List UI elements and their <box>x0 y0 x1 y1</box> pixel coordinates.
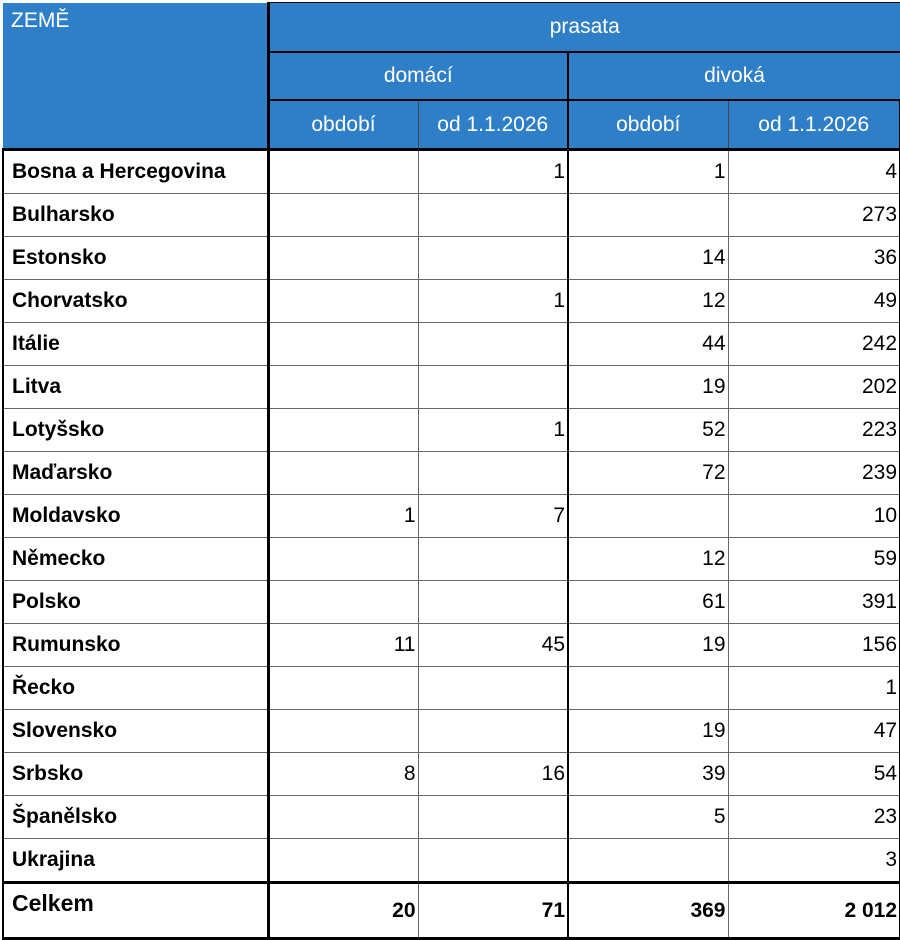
value-cell: 1 <box>728 667 900 710</box>
table-row <box>3 237 900 280</box>
outbreak-table <box>2 2 900 940</box>
column-header-domestic-period: období <box>268 100 418 150</box>
country-name: Lotyšsko <box>3 409 268 452</box>
table-row <box>3 667 900 710</box>
value-cell: 391 <box>728 581 900 624</box>
value-cell <box>418 667 568 710</box>
value-cell: 242 <box>728 323 900 366</box>
value-cell: 239 <box>728 452 900 495</box>
column-header-wild-ytd: od 1.1.2026 <box>728 100 900 150</box>
country-name: Litva <box>3 366 268 409</box>
total-row <box>3 883 900 939</box>
species-header: prasata <box>268 3 900 53</box>
total-value: 20 <box>268 883 418 939</box>
value-cell <box>568 839 728 883</box>
value-cell: 273 <box>728 194 900 237</box>
value-cell: 1 <box>418 409 568 452</box>
table-row <box>3 538 900 581</box>
value-cell: 36 <box>728 237 900 280</box>
table-row <box>3 710 900 753</box>
value-cell <box>268 452 418 495</box>
value-cell <box>268 280 418 323</box>
country-name: Ukrajina <box>3 839 268 883</box>
value-cell <box>418 710 568 753</box>
value-cell <box>268 409 418 452</box>
table-row <box>3 495 900 538</box>
value-cell <box>268 194 418 237</box>
value-cell <box>268 323 418 366</box>
table-row <box>3 366 900 409</box>
value-cell: 3 <box>728 839 900 883</box>
country-name: Polsko <box>3 581 268 624</box>
value-cell <box>268 366 418 409</box>
total-value: 369 <box>568 883 728 939</box>
value-cell <box>418 323 568 366</box>
value-cell <box>268 796 418 839</box>
table-row <box>3 409 900 452</box>
value-cell: 45 <box>418 624 568 667</box>
value-cell: 59 <box>728 538 900 581</box>
total-value: 2 012 <box>728 883 900 939</box>
value-cell: 1 <box>418 150 568 194</box>
value-cell: 8 <box>268 753 418 796</box>
value-cell <box>568 495 728 538</box>
value-cell: 5 <box>568 796 728 839</box>
table-row <box>3 194 900 237</box>
value-cell <box>568 194 728 237</box>
country-name: Rumunsko <box>3 624 268 667</box>
value-cell <box>268 150 418 194</box>
country-name: Španělsko <box>3 796 268 839</box>
value-cell <box>418 839 568 883</box>
value-cell <box>418 194 568 237</box>
country-name: Itálie <box>3 323 268 366</box>
country-header: ZEMĚ <box>3 3 268 150</box>
table-row <box>3 624 900 667</box>
table-row <box>3 280 900 323</box>
table-row <box>3 452 900 495</box>
total-label: Celkem <box>3 883 268 939</box>
value-cell: 1 <box>268 495 418 538</box>
value-cell: 19 <box>568 366 728 409</box>
value-cell: 54 <box>728 753 900 796</box>
value-cell: 39 <box>568 753 728 796</box>
table-body <box>3 150 900 939</box>
value-cell <box>418 581 568 624</box>
value-cell: 7 <box>418 495 568 538</box>
country-name: Německo <box>3 538 268 581</box>
table-row <box>3 581 900 624</box>
value-cell <box>268 839 418 883</box>
group-header-domestic: domácí <box>268 52 568 100</box>
country-name: Srbsko <box>3 753 268 796</box>
value-cell: 44 <box>568 323 728 366</box>
value-cell <box>568 667 728 710</box>
country-name: Estonsko <box>3 237 268 280</box>
table-row <box>3 796 900 839</box>
value-cell: 16 <box>418 753 568 796</box>
country-name: Bulharsko <box>3 194 268 237</box>
value-cell: 47 <box>728 710 900 753</box>
column-header-domestic-ytd: od 1.1.2026 <box>418 100 568 150</box>
value-cell: 14 <box>568 237 728 280</box>
country-name: Maďarsko <box>3 452 268 495</box>
value-cell: 156 <box>728 624 900 667</box>
value-cell: 202 <box>728 366 900 409</box>
value-cell: 23 <box>728 796 900 839</box>
value-cell: 1 <box>568 150 728 194</box>
value-cell <box>418 366 568 409</box>
table-row <box>3 839 900 883</box>
value-cell <box>268 237 418 280</box>
value-cell: 72 <box>568 452 728 495</box>
value-cell <box>268 667 418 710</box>
total-value: 71 <box>418 883 568 939</box>
value-cell <box>418 796 568 839</box>
value-cell <box>418 538 568 581</box>
group-header-wild: divoká <box>568 52 900 100</box>
table-row <box>3 323 900 366</box>
value-cell <box>418 237 568 280</box>
value-cell: 1 <box>418 280 568 323</box>
value-cell: 52 <box>568 409 728 452</box>
country-name: Moldavsko <box>3 495 268 538</box>
column-header-wild-period: období <box>568 100 728 150</box>
country-name: Chorvatsko <box>3 280 268 323</box>
value-cell: 61 <box>568 581 728 624</box>
value-cell <box>268 538 418 581</box>
value-cell: 12 <box>568 280 728 323</box>
value-cell: 49 <box>728 280 900 323</box>
country-name: Řecko <box>3 667 268 710</box>
value-cell <box>418 452 568 495</box>
table-row <box>3 150 900 194</box>
value-cell: 223 <box>728 409 900 452</box>
value-cell: 12 <box>568 538 728 581</box>
country-name: Slovensko <box>3 710 268 753</box>
value-cell: 4 <box>728 150 900 194</box>
value-cell: 11 <box>268 624 418 667</box>
value-cell <box>268 581 418 624</box>
value-cell: 10 <box>728 495 900 538</box>
table-row <box>3 753 900 796</box>
country-name: Bosna a Hercegovina <box>3 150 268 194</box>
value-cell <box>268 710 418 753</box>
value-cell: 19 <box>568 624 728 667</box>
value-cell: 19 <box>568 710 728 753</box>
